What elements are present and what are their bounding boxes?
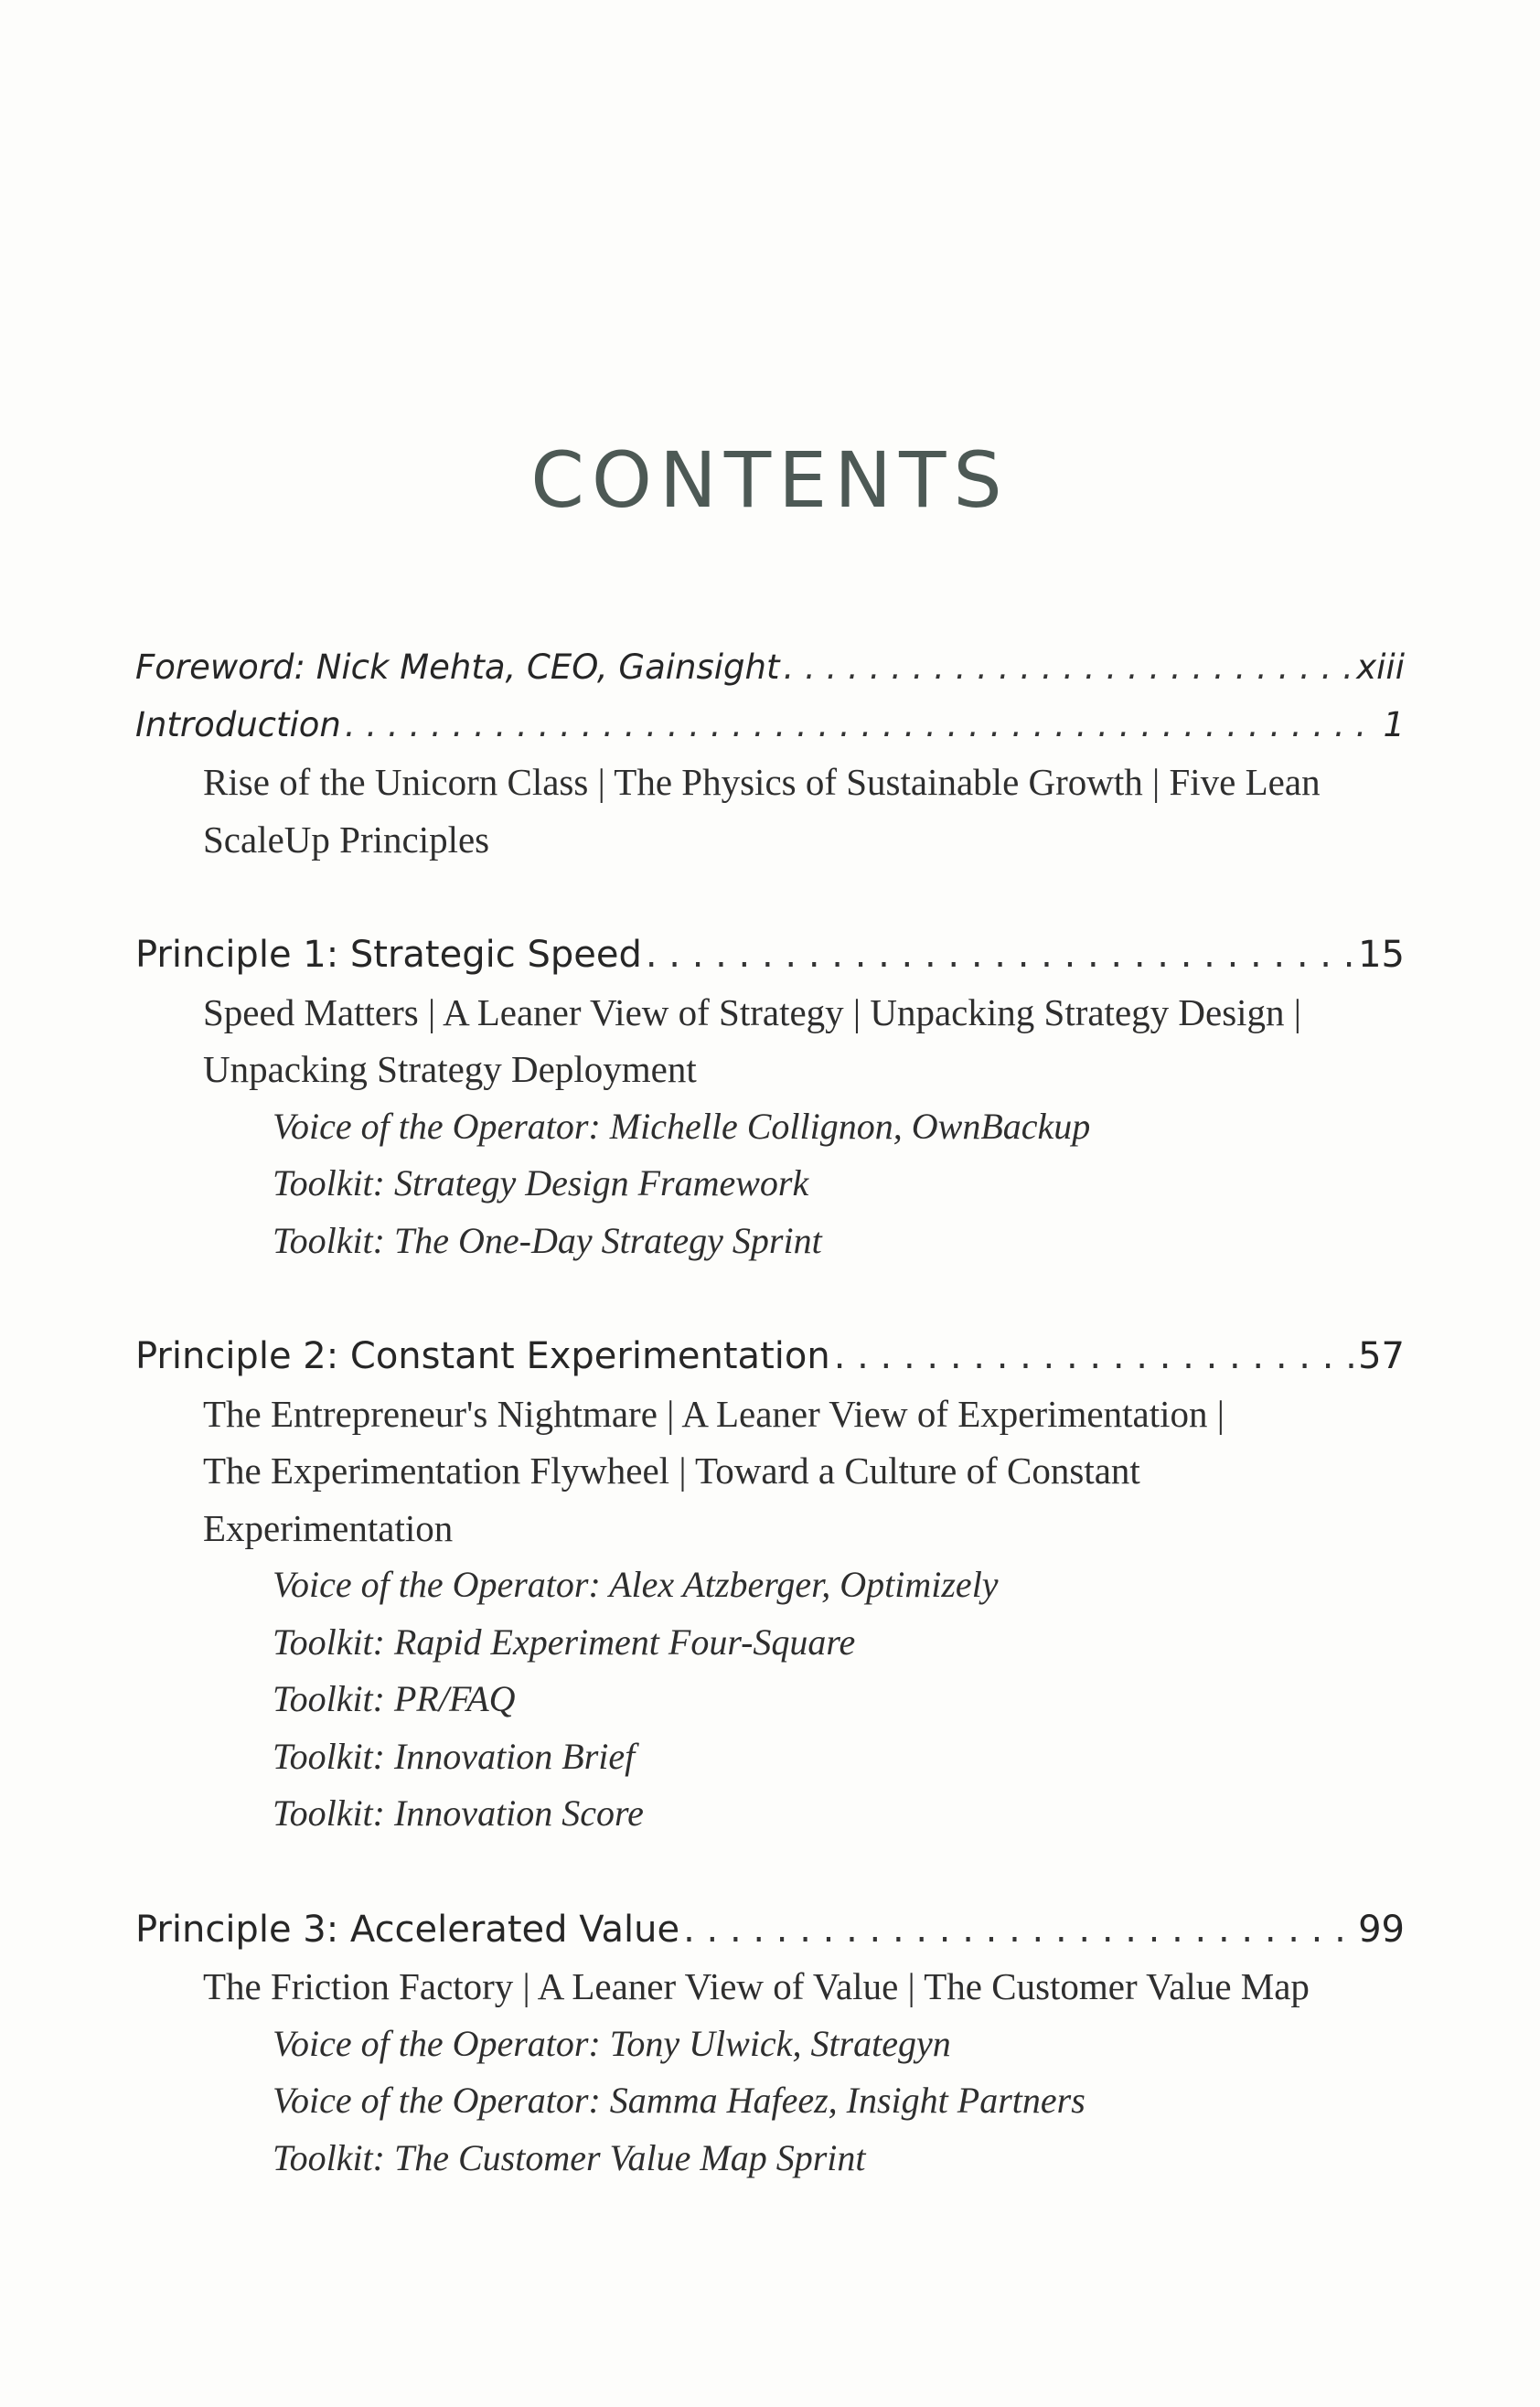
toc-subentry: Voice of the Operator: Tony Ulwick, Strategyn	[273, 2022, 951, 2064]
toc-subentry: Toolkit: The One-Day Strategy Sprint	[273, 1219, 822, 1261]
dot-leader	[646, 926, 1354, 984]
page-title: CONTENTS	[530, 435, 1010, 525]
toc-subentry: Toolkit: The Customer Value Map Sprint	[273, 2136, 866, 2178]
section-spacer	[135, 1843, 1405, 1901]
section-spacer	[135, 868, 1405, 926]
toc-subentry: Toolkit: Innovation Score	[273, 1792, 644, 1834]
toc-section-topics: ScaleUp Principles	[203, 818, 490, 861]
toc-entry-page: xiii	[1356, 647, 1405, 687]
toc-entry-title: Principle 2: Constant Experimentation	[135, 1335, 830, 1377]
toc-entry[interactable]	[135, 926, 1405, 984]
toc-entry-page: 99	[1358, 1908, 1405, 1951]
section-spacer	[135, 1269, 1405, 1328]
toc-entry-page: 1	[1383, 704, 1405, 744]
toc-section-topics: Rise of the Unicorn Class | The Physics of Sustainable Growth | Five Lean	[203, 761, 1321, 803]
toc-entry[interactable]	[135, 1901, 1405, 1959]
toc-section-topics: The Entrepreneur's Nightmare | A Leaner View of Experimentation |	[203, 1392, 1225, 1435]
toc-entry[interactable]	[135, 639, 1405, 697]
toc-subentry: Toolkit: Strategy Design Framework	[273, 1162, 809, 1204]
dot-leader	[783, 639, 1353, 697]
toc-entry[interactable]	[135, 1328, 1405, 1385]
toc-entry-title: Foreword: Nick Mehta, CEO, Gainsight	[135, 647, 780, 687]
toc-section-topics: Unpacking Strategy Deployment	[203, 1048, 697, 1090]
toc-section-topics: Experimentation	[203, 1506, 454, 1549]
toc-entry-title: Principle 3: Accelerated Value	[135, 1908, 680, 1951]
toc-entry-page: 57	[1358, 1335, 1405, 1377]
dot-leader	[683, 1901, 1354, 1959]
toc-entry-title: Introduction	[135, 704, 341, 744]
dot-leader	[834, 1328, 1354, 1385]
toc-subentry: Voice of the Operator: Michelle Collignon, OwnBackup	[273, 1105, 1091, 1147]
toc-subentry: Toolkit: Innovation Brief	[273, 1735, 636, 1777]
toc-entry[interactable]	[135, 697, 1405, 754]
dot-leader	[345, 697, 1380, 754]
toc-entry-page: 15	[1358, 934, 1405, 976]
toc-subentry: Voice of the Operator: Alex Atzberger, Optimizely	[273, 1564, 999, 1605]
toc-entry-title: Principle 1: Strategic Speed	[135, 934, 642, 976]
toc-section-topics: The Friction Factory | A Leaner View of Value | The Customer Value Map	[203, 1965, 1310, 2007]
toc-subentry: Voice of the Operator: Samma Hafeez, Insight Partners	[273, 2080, 1085, 2121]
table-of-contents	[135, 639, 1405, 2187]
toc-section-topics: Speed Matters | A Leaner View of Strategy | Unpacking Strategy Design |	[203, 990, 1302, 1033]
toc-section-topics: The Experimentation Flywheel | Toward a Culture of Constant	[203, 1450, 1140, 1492]
toc-subentry: Toolkit: PR/FAQ	[273, 1678, 516, 1719]
toc-subentry: Toolkit: Rapid Experiment Four-Square	[273, 1621, 856, 1663]
